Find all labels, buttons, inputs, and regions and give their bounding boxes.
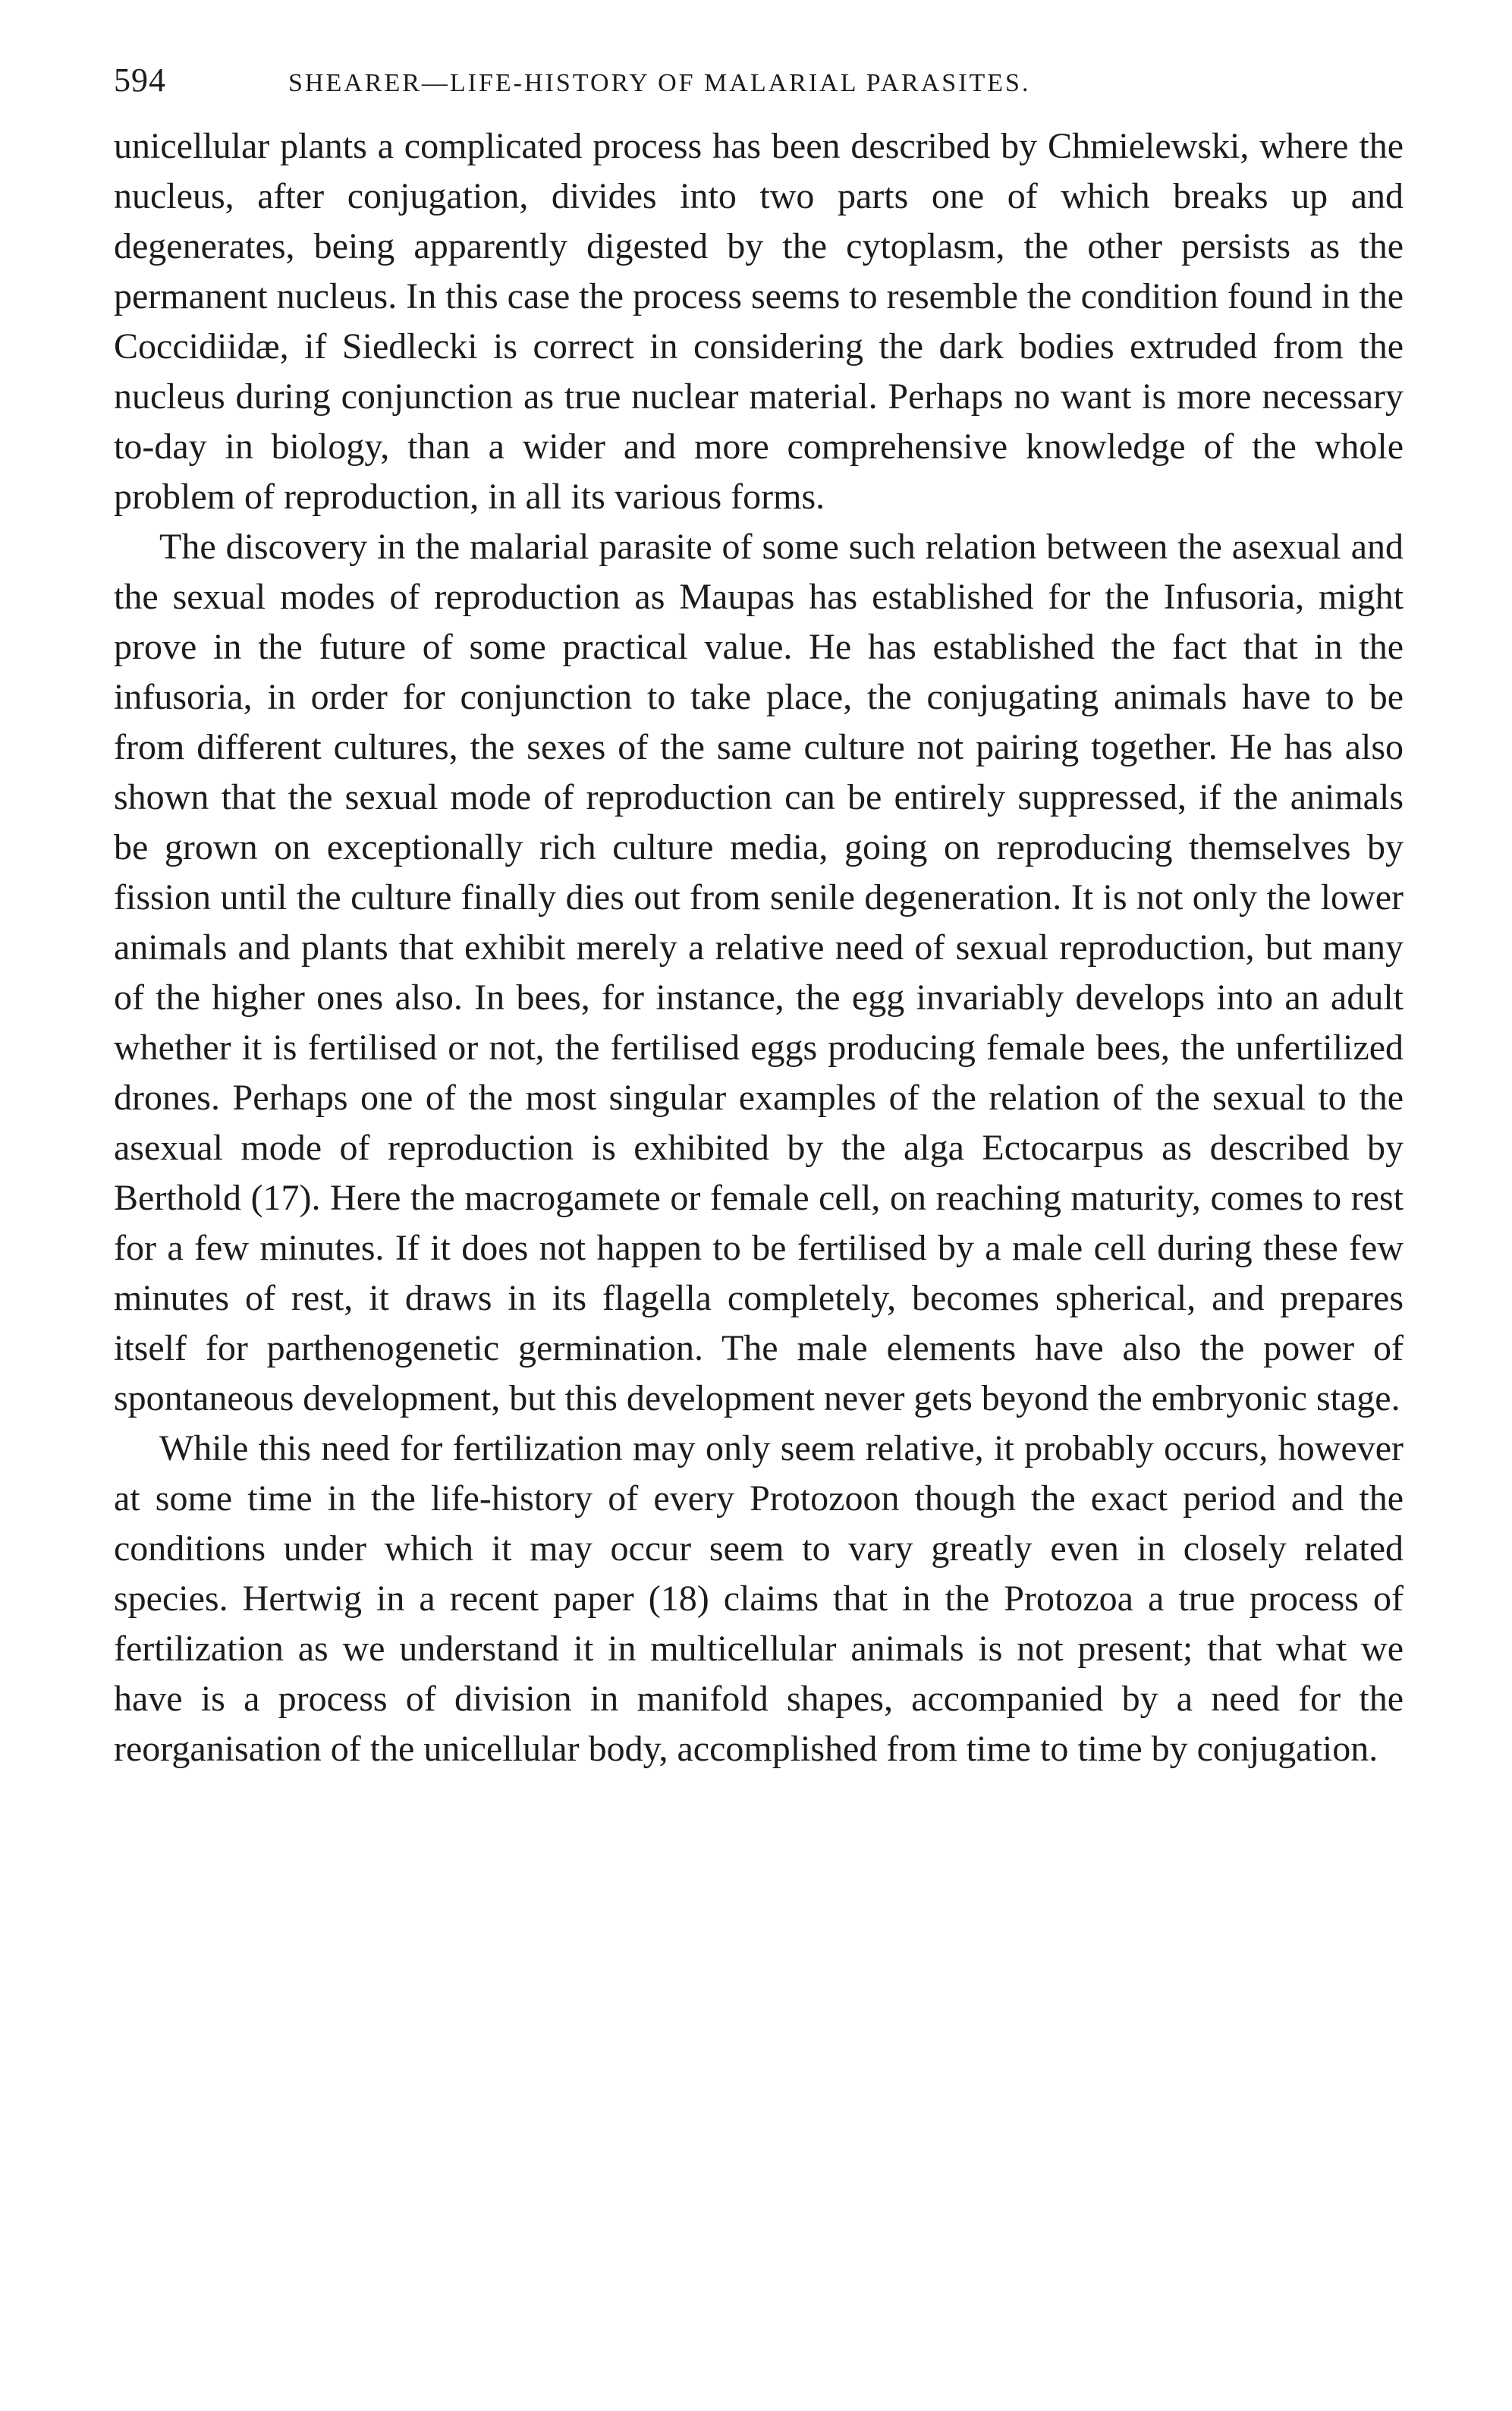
book-page xyxy=(114,61,1404,1774)
running-title: SHEARER—LIFE-HISTORY OF MALARIAL PARASITES. xyxy=(288,69,1031,97)
paragraph-continued: unicellular plants a complicated process has been described by Chmielewski, where the nucleus, after conjugation, divides into two parts one of which breaks up and degenerates, being apparently digested by the cytoplasm, the other persists as the permanent nucleus. In this case the process seems to resemble the condition found in the Coccidiidæ, if Siedlecki is correct in considering the dark bodies extruded from the nucleus during conjunction as true nuclear material. Perhaps no want is more necessary to-day in biology, than a wider and more comprehensive knowledge of the whole problem of reproduction, in all its various forms. xyxy=(114,126,1404,517)
page-number: 594 xyxy=(114,61,166,99)
running-head xyxy=(114,61,1404,114)
paragraph-maupas: The discovery in the malarial parasite of some such relation between the asexual and the sexual modes of reproduction as Maupas has established for the Infusoria, might prove in the future of some practical value. He has established the fact that in the infusoria, in order for conjunction to take place, the conjugating animals have to be from different cultures, the sexes of the same culture not pairing together. He has also shown that the sexual mode of reproduction can be entirely suppressed, if the animals be grown on exceptionally rich culture media, going on reproducing themselves by fission until the culture finally dies out from senile degeneration. It is not only the lower animals and plants that exhibit merely a relative need of sexual reproduction, but many of the higher ones also. In bees, for instance, the egg invariably develops into an adult whether it is fertilised or not, the fertilised eggs producing female bees, the unfertilized drones. Perhaps one of the most singular examples of the relation of the sexual to the asexual mode of reproduction is exhibited by the alga Ectocarpus as described by Berthold (17). Here the macrogamete or female cell, on reaching maturity, comes to rest for a few minutes. If it does not happen to be fertilised by a male cell during these few minutes of rest, it draws in its flagella completely, becomes spherical, and prepares itself for parthenogenetic germination. The male elements have also the power of spontaneous development, but this development never gets beyond the embryonic stage. xyxy=(114,527,1404,1418)
paragraph-hertwig: While this need for fertilization may only seem relative, it probably occurs, however at some time in the life-history of every Protozoon though the exact period and the conditions under which it may occur seem to vary greatly even in closely related species. Hertwig in a recent paper (18) claims that in the Protozoa a true process of fertilization as we understand it in multicellular animals is not present; that what we have is a process of division in manifold shapes, accompanied by a need for the reorganisation of the unicellular body, accomplished from time to time by conjugation. xyxy=(114,1428,1404,1769)
body-text xyxy=(114,121,1404,1774)
